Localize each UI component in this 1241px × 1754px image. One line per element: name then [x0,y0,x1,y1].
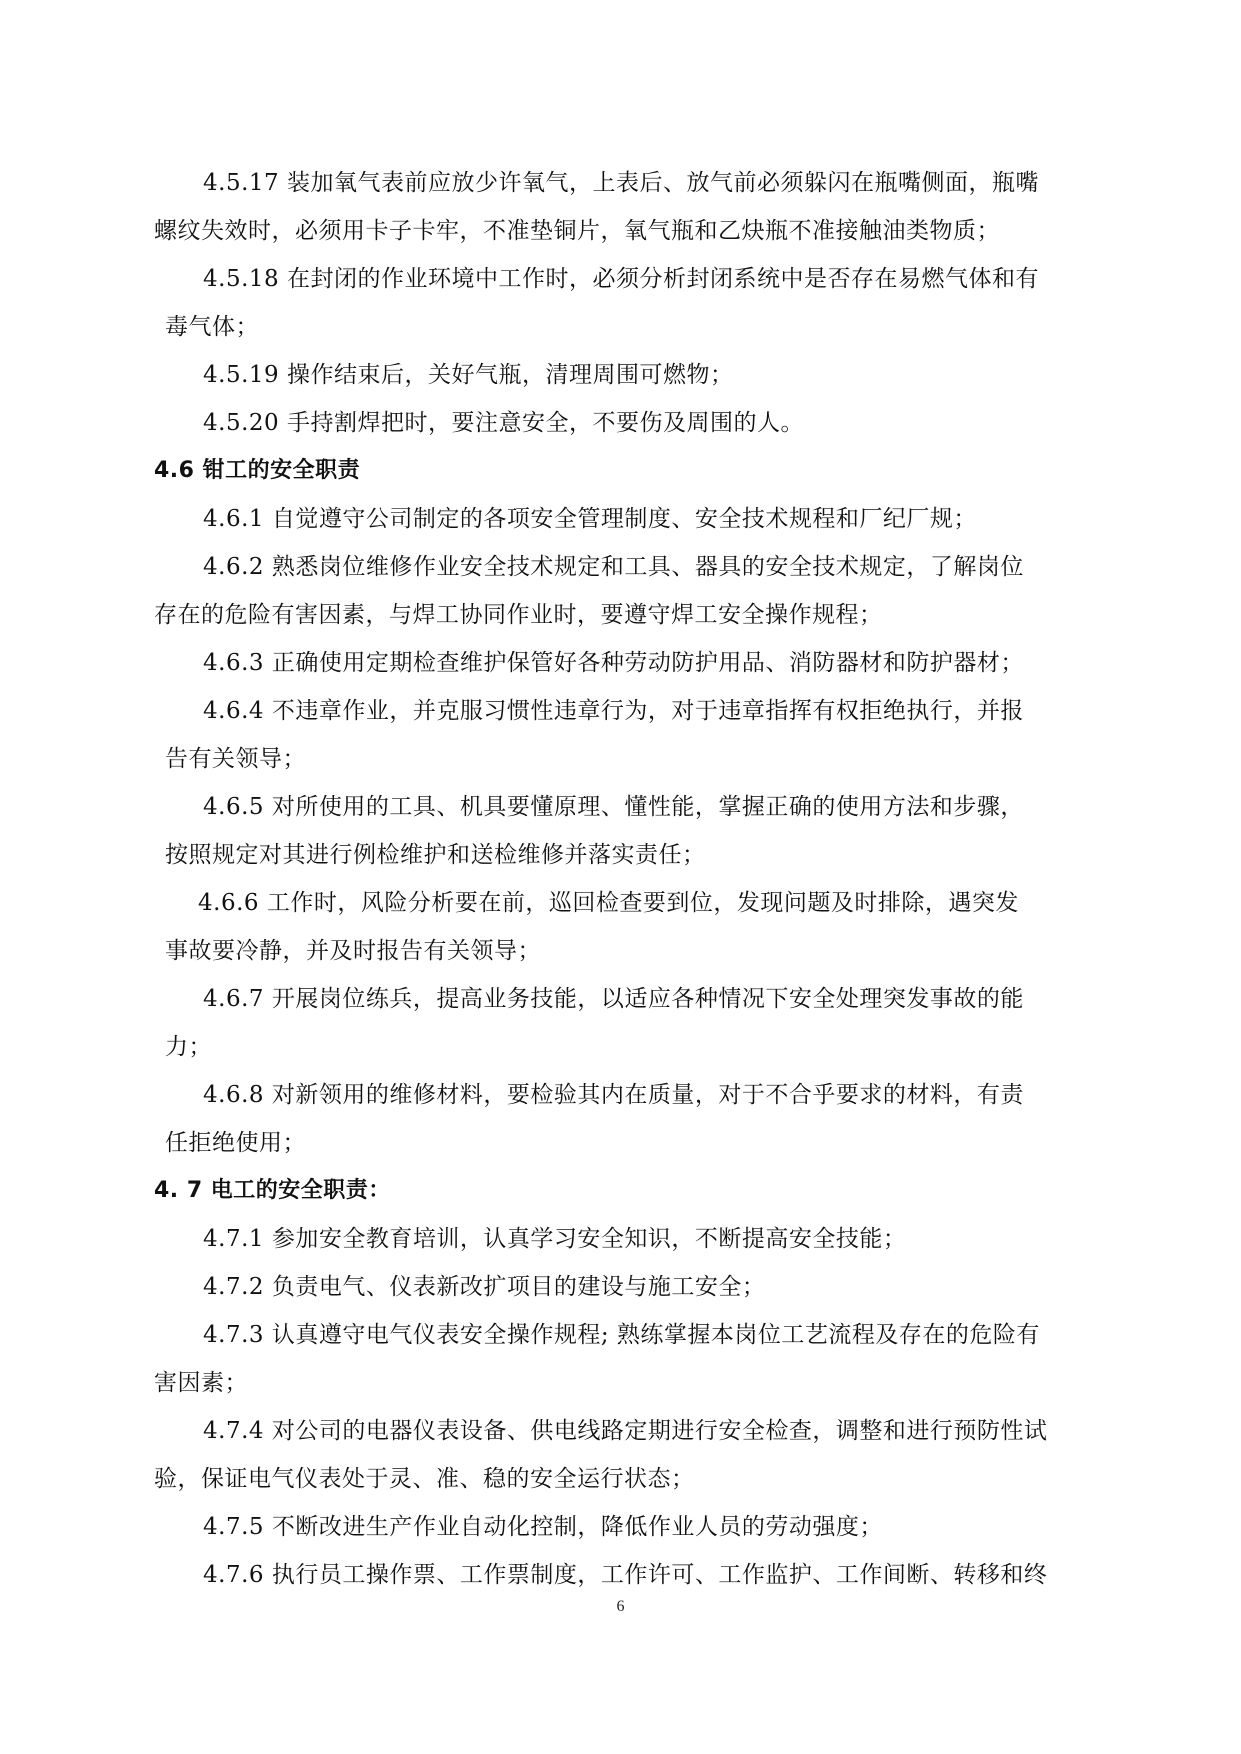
text-line: 4.6.7 开展岗位练兵，提高业务技能，以适应各种情况下安全处理突发事故的能 [203,986,1024,1012]
text-line: 毒气体； [165,314,259,340]
text-line: 按照规定对其进行例检维护和送检维修并落实责任； [165,842,706,868]
text-line: 4.7.6 执行员工操作票、工作票制度，工作许可、工作监护、工作间断、转移和终 [203,1562,1048,1588]
text-line: 4.6.1 自觉遵守公司制定的各项安全管理制度、安全技术规程和厂纪厂规； [203,506,977,532]
text-line: 4.5.19 操作结束后，关好气瓶，清理周围可燃物； [203,362,734,388]
text-line: 4.7.2 负责电气、仪表新改扩项目的建设与施工安全； [203,1274,766,1300]
text-line: 4.6.8 对新领用的维修材料，要检验其内在质量，对于不合乎要求的材料，有责 [203,1082,1024,1108]
section-heading: 4.6 钳工的安全职责 [154,458,361,483]
text-line: 害因素； [154,1370,248,1396]
text-line: 4.7.3 认真遵守电气仪表安全操作规程; 熟练掌握本岗位工艺流程及存在的危险有 [203,1322,1040,1348]
text-line: 力； [165,1034,212,1060]
page-number: 6 [616,1598,625,1615]
text-line: 4.6.6 工作时，风险分析要在前，巡回检查要到位，发现问题及时排除，遇突发 [198,890,1019,916]
text-line: 4.5.20 手持割焊把时，要注意安全，不要伤及周围的人。 [203,410,804,436]
text-line: 4.7.1 参加安全教育培训，认真学习安全知识，不断提高安全技能； [203,1226,907,1252]
text-line: 4.6.4 不违章作业，并克服习惯性违章行为，对于违章指挥有权拒绝执行，并报 [203,698,1024,724]
text-line: 告有关领导； [165,746,306,772]
text-line: 4.5.17 装加氧气表前应放少许氧气，上表后、放气前必须躲闪在瓶嘴侧面，瓶嘴 [203,170,1039,196]
text-line: 4.7.4 对公司的电器仪表设备、供电线路定期进行安全检查，调整和进行预防性试 [203,1418,1048,1444]
section-heading: 4. 7 电工的安全职责： [154,1178,391,1203]
text-line: 4.6.5 对所使用的工具、机具要懂原理、懂性能，掌握正确的使用方法和步骤， [203,794,1024,820]
text-line: 任拒绝使用； [165,1130,306,1156]
text-line: 事故要冷静，并及时报告有关领导； [165,938,541,964]
text-line: 4.7.5 不断改进生产作业自动化控制，降低作业人员的劳动强度； [203,1514,883,1540]
text-line: 螺纹失效时，必须用卡子卡牢，不准垫铜片，氧气瓶和乙炔瓶不准接触油类物质； [154,218,1000,244]
text-line: 4.6.3 正确使用定期检查维护保管好各种劳动防护用品、消防器材和防护器材； [203,650,1024,676]
text-line: 存在的危险有害因素，与焊工协同作业时，要遵守焊工安全操作规程； [154,602,883,628]
text-line: 验，保证电气仪表处于灵、准、稳的安全运行状态； [154,1466,695,1492]
text-line: 4.6.2 熟悉岗位维修作业安全技术规定和工具、器具的安全技术规定，了解岗位 [203,554,1024,580]
text-line: 4.5.18 在封闭的作业环境中工作时，必须分析封闭系统中是否存在易燃气体和有 [203,266,1039,292]
